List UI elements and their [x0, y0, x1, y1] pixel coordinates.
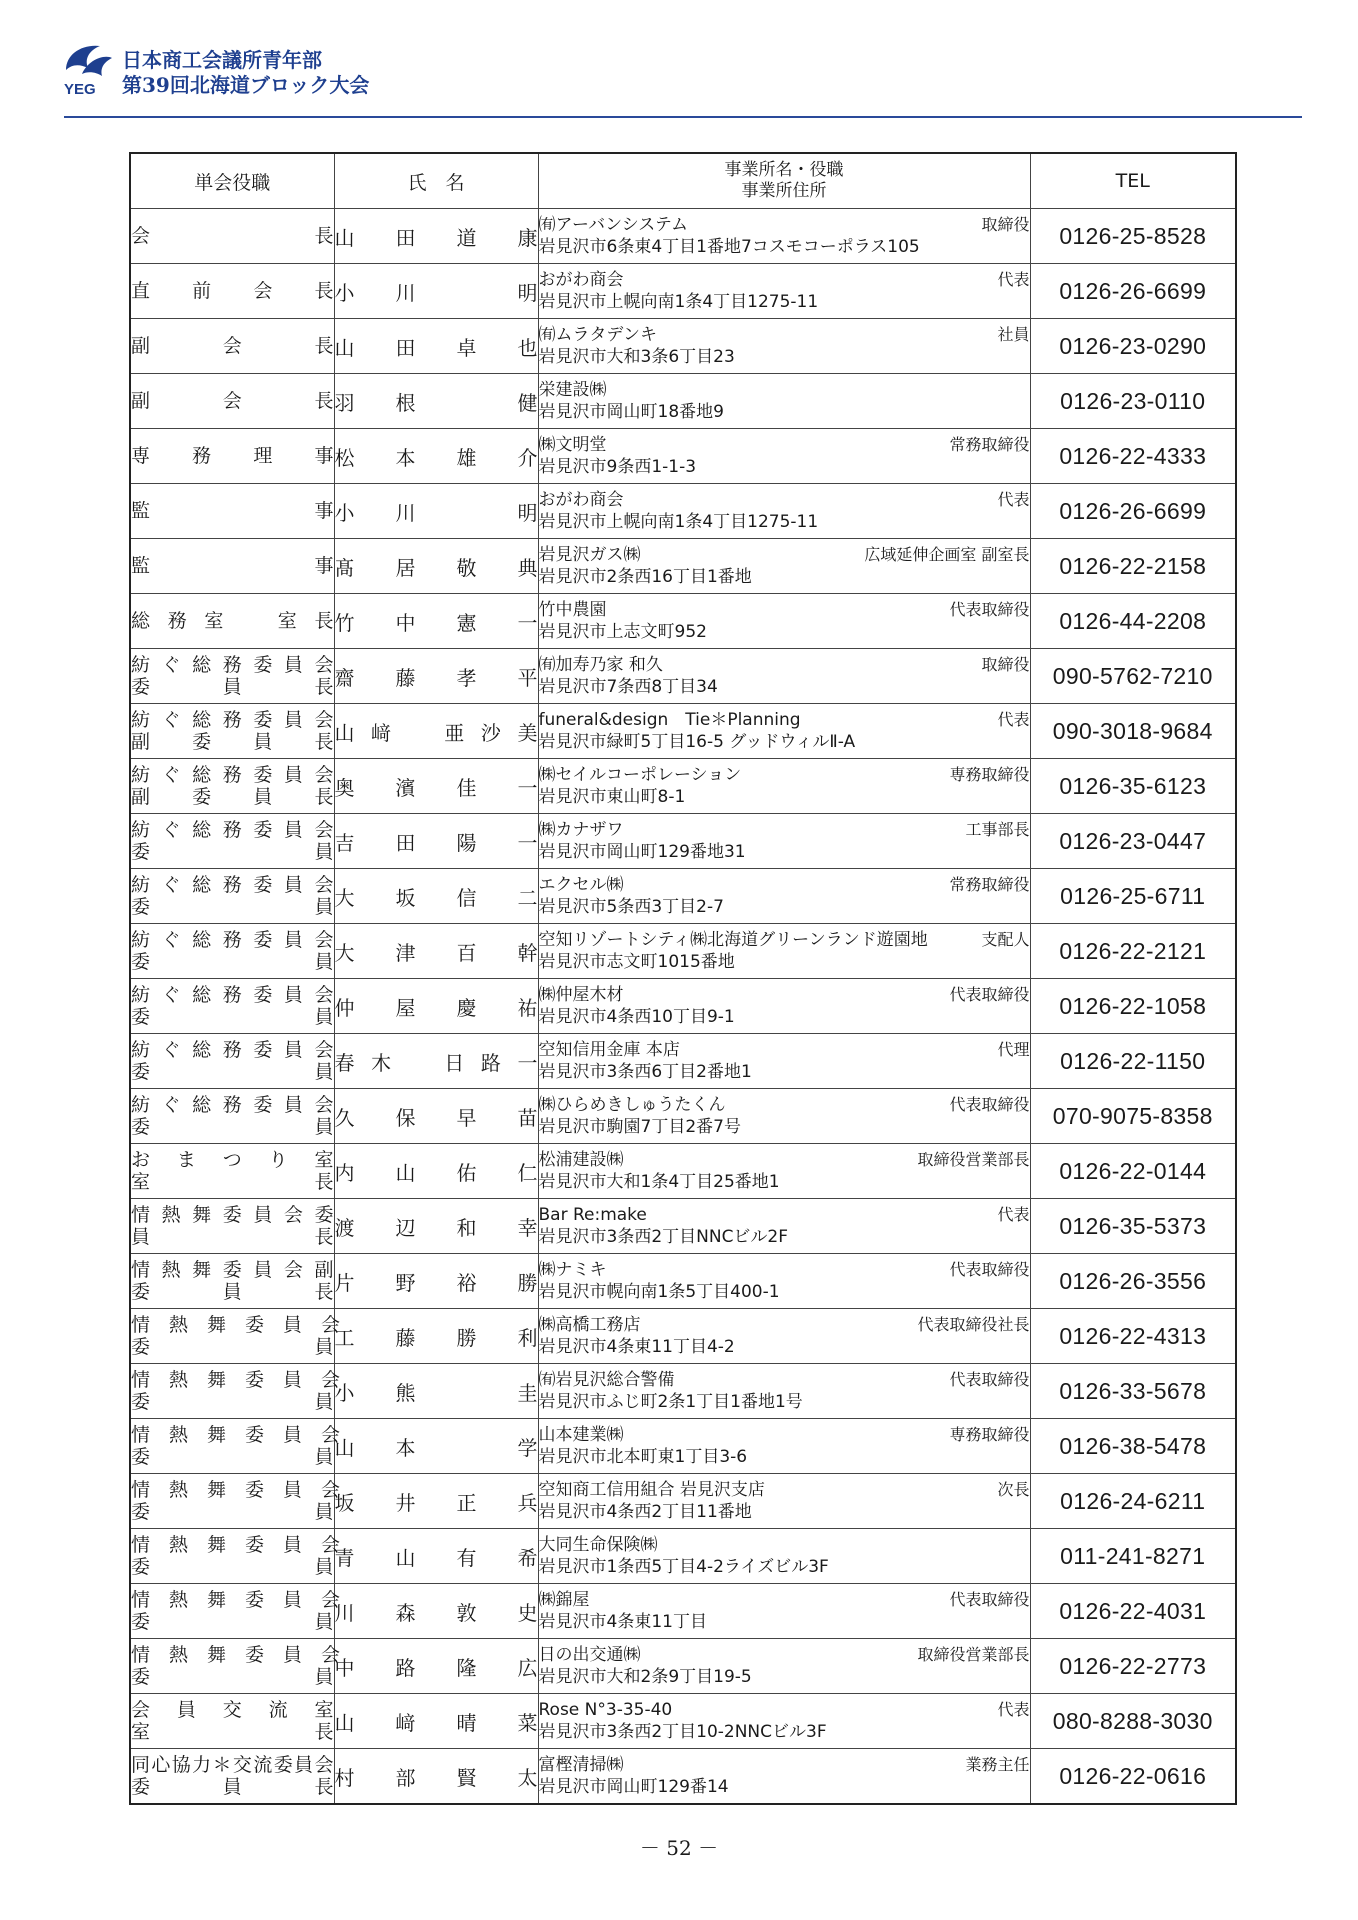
office-address: 岩見沢市緑町5丁目16-5 グッドウィルⅡ-A	[538, 732, 856, 752]
job-title: 代表取締役	[949, 600, 1030, 619]
phone-number: 0126-23-0290	[1030, 319, 1236, 374]
company-name: 竹中農園	[538, 600, 607, 620]
role-line-2: 委 員	[131, 1391, 334, 1413]
office-cell	[538, 1419, 1030, 1474]
member-name: 小川 明	[334, 484, 538, 539]
phone-number: 090-3018-9684	[1030, 704, 1236, 759]
role-line-2: 委 員	[131, 1116, 334, 1138]
phone-number: 0126-35-6123	[1030, 759, 1236, 814]
role-line-2: 委 員	[131, 1611, 334, 1633]
role-line-1: 情 熱 舞 委 員 会	[131, 1479, 341, 1501]
role-cell	[130, 1089, 334, 1144]
role-line-2: 委 員	[131, 1556, 334, 1578]
company-name: ㈱高橋工務店	[538, 1315, 641, 1335]
phone-number: 011-241-8271	[1030, 1529, 1236, 1584]
company-name: funeral&design Tie＊Planning	[538, 710, 801, 730]
table-row	[130, 1254, 1236, 1309]
table-row	[130, 1144, 1236, 1199]
office-cell	[538, 1694, 1030, 1749]
job-title: 代表取締役	[949, 1370, 1030, 1389]
phone-number: 0126-23-0110	[1030, 374, 1236, 429]
table-row	[130, 924, 1236, 979]
role-line-1: 副 会 長	[131, 335, 334, 357]
role-line-1: 情 熱 舞 委 員 会	[131, 1534, 341, 1556]
company-name: 空知リゾートシティ㈱北海道グリーンランド遊園地	[538, 930, 928, 950]
office-cell	[538, 374, 1030, 429]
member-name: 仲屋慶祐	[334, 979, 538, 1034]
role-line-2: 副 委 員 長	[131, 731, 334, 753]
office-address: 岩見沢市幌向南1条5丁目400-1	[538, 1282, 780, 1302]
job-title: 代表取締役	[949, 1590, 1030, 1609]
role-cell	[130, 1694, 334, 1749]
page-header	[60, 40, 1310, 110]
role-cell	[130, 704, 334, 759]
job-title: 代表	[997, 1700, 1030, 1719]
member-name: 青山有希	[334, 1529, 538, 1584]
phone-number: 0126-22-0616	[1030, 1749, 1236, 1805]
office-cell	[538, 924, 1030, 979]
role-line-1: 情 熱 舞 委 員 会	[131, 1589, 341, 1611]
table-row	[130, 1089, 1236, 1144]
office-address: 岩見沢市岡山町18番地9	[538, 402, 724, 422]
role-line-1: 情 熱 舞 委 員 会	[131, 1369, 341, 1391]
office-address: 岩見沢市2条西16丁目1番地	[538, 567, 752, 587]
table-row	[130, 1584, 1236, 1639]
table-row	[130, 1419, 1236, 1474]
role-line-1: 紡ぐ総務委員会	[131, 1094, 334, 1116]
member-name: 小川 明	[334, 264, 538, 319]
table-row	[130, 319, 1236, 374]
phone-number: 0126-25-6711	[1030, 869, 1236, 924]
office-cell	[538, 1309, 1030, 1364]
phone-number: 0126-22-1150	[1030, 1034, 1236, 1089]
office-cell	[538, 1034, 1030, 1089]
table-body	[130, 209, 1236, 1805]
company-name: Rose N°3-35-40	[538, 1700, 673, 1720]
role-line-2: 員 長	[131, 1226, 334, 1248]
member-name: 吉田陽一	[334, 814, 538, 869]
role-cell	[130, 1034, 334, 1089]
office-address: 岩見沢市東山町8-1	[538, 787, 686, 807]
phone-number: 0126-38-5478	[1030, 1419, 1236, 1474]
table-row	[130, 264, 1236, 319]
phone-number: 0126-22-4333	[1030, 429, 1236, 484]
header-name: 氏 名	[334, 153, 538, 209]
phone-number: 0126-22-4031	[1030, 1584, 1236, 1639]
company-name: ㈱カナザワ	[538, 820, 624, 840]
table-row	[130, 1529, 1236, 1584]
office-cell	[538, 1474, 1030, 1529]
job-title: 常務取締役	[949, 435, 1030, 454]
role-cell	[130, 649, 334, 704]
member-name: 山田卓也	[334, 319, 538, 374]
role-line-1: 会 員 交 流 室	[131, 1699, 334, 1721]
office-address: 岩見沢市志文町1015番地	[538, 952, 735, 972]
company-name: ㈱仲屋木材	[538, 985, 624, 1005]
office-cell	[538, 1364, 1030, 1419]
member-name: 春木 日路一	[334, 1034, 538, 1089]
role-line-1: 情 熱 舞 委 員 会	[131, 1314, 341, 1336]
org-line-1: 日本商工会議所青年部	[122, 48, 322, 72]
job-title: 専務取締役	[949, 1425, 1030, 1444]
role-line-1: 紡ぐ総務委員会	[131, 874, 334, 896]
office-cell	[538, 869, 1030, 924]
office-address: 岩見沢市岡山町129番地31	[538, 842, 746, 862]
office-address: 岩見沢市上志文町952	[538, 622, 707, 642]
role-line-1: 会 長	[131, 225, 334, 247]
job-title: 代表	[997, 710, 1030, 729]
office-address: 岩見沢市7条西8丁目34	[538, 677, 718, 697]
role-line-1: 監 事	[131, 555, 334, 577]
office-cell	[538, 264, 1030, 319]
role-cell	[130, 1254, 334, 1309]
table-row	[130, 484, 1236, 539]
role-cell	[130, 1584, 341, 1639]
company-name: Bar Re:make	[538, 1205, 647, 1225]
table-row	[130, 1694, 1236, 1749]
phone-number: 0126-25-8528	[1030, 209, 1236, 264]
job-title: 社員	[997, 325, 1030, 344]
office-address: 岩見沢市6条東4丁目1番地7コスモコーポラス105	[538, 237, 920, 257]
role-cell	[130, 1529, 341, 1584]
job-title: 取締役営業部長	[917, 1150, 1030, 1169]
table-row	[130, 209, 1236, 264]
job-title: 業務主任	[965, 1755, 1030, 1774]
phone-number: 0126-22-2773	[1030, 1639, 1236, 1694]
role-line-2: 室 長	[131, 1721, 334, 1743]
table-row	[130, 869, 1236, 924]
job-title: 代表取締役	[949, 985, 1030, 1004]
table-row	[130, 539, 1236, 594]
phone-number: 0126-24-6211	[1030, 1474, 1236, 1529]
office-address: 岩見沢市3条西2丁目10-2NNCビル3F	[538, 1722, 827, 1742]
phone-number: 0126-22-4313	[1030, 1309, 1236, 1364]
member-name: 大坂信二	[334, 869, 538, 924]
office-address: 岩見沢市岡山町129番14	[538, 1777, 729, 1797]
office-cell	[538, 1254, 1030, 1309]
table-row	[130, 649, 1236, 704]
table-row	[130, 814, 1236, 869]
office-cell	[538, 1584, 1030, 1639]
table-row	[130, 759, 1236, 814]
phone-number: 0126-26-6699	[1030, 484, 1236, 539]
company-name: おがわ商会	[538, 270, 624, 290]
role-line-2: 委 員	[131, 1006, 334, 1028]
member-name: 坂井正兵	[334, 1474, 538, 1529]
company-name: エクセル㈱	[538, 875, 624, 895]
company-name: ㈲岩見沢総合警備	[538, 1370, 675, 1390]
role-line-1: 紡ぐ総務委員会	[131, 929, 334, 951]
table-header-row	[130, 153, 1236, 209]
role-line-1: 情 熱 舞 委 員 会	[131, 1424, 341, 1446]
role-line-1: 紡ぐ総務委員会	[131, 764, 334, 786]
job-title: 取締役営業部長	[917, 1645, 1030, 1664]
table-row	[130, 1749, 1236, 1805]
member-name: 川森敦史	[334, 1584, 538, 1639]
role-cell	[130, 869, 334, 924]
office-address: 岩見沢市大和3条6丁目23	[538, 347, 735, 367]
office-address: 岩見沢市9条西1-1-3	[538, 457, 697, 477]
member-name: 羽根 健	[334, 374, 538, 429]
table-row	[130, 704, 1236, 759]
member-name: 山﨑晴菜	[334, 1694, 538, 1749]
member-name: 内山佑仁	[334, 1144, 538, 1199]
phone-number: 0126-22-0144	[1030, 1144, 1236, 1199]
role-cell	[130, 264, 334, 319]
member-name: 山本 学	[334, 1419, 538, 1474]
office-cell	[538, 1529, 1030, 1584]
job-title: 常務取締役	[949, 875, 1030, 894]
office-cell	[538, 759, 1030, 814]
table-row	[130, 429, 1236, 484]
company-name: 松浦建設㈱	[538, 1150, 624, 1170]
table-row	[130, 1309, 1236, 1364]
office-cell	[538, 484, 1030, 539]
table-row	[130, 1474, 1236, 1529]
yeg-logo	[60, 40, 116, 98]
role-cell	[130, 1309, 341, 1364]
role-cell	[130, 1749, 334, 1805]
office-cell	[538, 1749, 1030, 1805]
company-name: 富樫清掃㈱	[538, 1755, 624, 1775]
job-title: 代表	[997, 490, 1030, 509]
role-cell	[130, 814, 334, 869]
role-line-2: 委 員	[131, 896, 334, 918]
company-name: ㈲アーバンシステム	[538, 215, 689, 235]
role-cell	[130, 1199, 334, 1254]
member-name: 髙居敬典	[334, 539, 538, 594]
role-cell	[130, 429, 334, 484]
role-line-1: 副 会 長	[131, 390, 334, 412]
role-line-1: 紡ぐ総務委員会	[131, 984, 334, 1006]
role-line-1: 紡ぐ総務委員会	[131, 709, 334, 731]
logo-text: YEG	[64, 81, 96, 98]
job-title: 次長	[997, 1480, 1030, 1499]
role-cell	[130, 979, 334, 1034]
member-name: 久保早苗	[334, 1089, 538, 1144]
role-cell	[130, 1364, 341, 1419]
role-cell	[130, 1474, 341, 1529]
role-line-2: 委 員	[131, 1666, 334, 1688]
office-address: 岩見沢市4条東11丁目4-2	[538, 1337, 735, 1357]
office-cell	[538, 209, 1030, 264]
company-name: 空知信用金庫 本店	[538, 1040, 680, 1060]
role-line-2: 委 員 長	[131, 1281, 334, 1303]
role-line-2: 委 員	[131, 951, 334, 973]
member-name: 渡辺和幸	[334, 1199, 538, 1254]
role-line-1: 紡ぐ総務委員会	[131, 1039, 334, 1061]
office-cell	[538, 979, 1030, 1034]
table-row	[130, 594, 1236, 649]
header-office-line-1: 事業所名・役職	[724, 160, 844, 180]
role-cell	[130, 1639, 341, 1694]
job-title: 取締役	[981, 215, 1030, 234]
company-name: おがわ商会	[538, 490, 624, 510]
role-line-1: 同心協力＊交流委員会	[131, 1754, 334, 1776]
office-address: 岩見沢市1条西5丁目4-2ライズビル3F	[538, 1557, 829, 1577]
role-line-1: 情熱舞委員会委	[131, 1204, 334, 1226]
org-line-2: 第39回北海道ブロック大会	[122, 73, 370, 97]
role-line-2: 副 委 員 長	[131, 786, 334, 808]
member-roster-table	[129, 152, 1237, 1805]
organization-name	[122, 48, 369, 98]
page-number: － 52 －	[639, 1836, 719, 1860]
header-office-line-2: 事業所住所	[741, 181, 827, 201]
office-cell	[538, 814, 1030, 869]
office-address: 岩見沢市駒園7丁目2番7号	[538, 1117, 741, 1137]
role-line-2: 委 員	[131, 1061, 334, 1083]
office-address: 岩見沢市4条西10丁目9-1	[538, 1007, 735, 1027]
job-title: 代表取締役	[949, 1095, 1030, 1114]
office-address: 岩見沢市大和2条9丁目19-5	[538, 1667, 752, 1687]
job-title: 工事部長	[965, 820, 1030, 839]
role-cell	[130, 594, 334, 649]
office-address: 岩見沢市3条西6丁目2番地1	[538, 1062, 752, 1082]
phone-number: 080-8288-3030	[1030, 1694, 1236, 1749]
office-address: 岩見沢市上幌向南1条4丁目1275-11	[538, 292, 819, 312]
header-rule	[64, 116, 1302, 118]
role-cell	[130, 539, 334, 594]
office-cell	[538, 1144, 1030, 1199]
company-name: ㈱ひらめきしゅうたくん	[538, 1095, 726, 1115]
job-title: 代表取締役	[949, 1260, 1030, 1279]
role-line-1: 総務室 室長	[131, 610, 334, 632]
role-line-1: お ま つ り 室	[131, 1149, 334, 1171]
member-name: 小熊 圭	[334, 1364, 538, 1419]
phone-number: 0126-22-1058	[1030, 979, 1236, 1034]
table-row	[130, 979, 1236, 1034]
company-name: ㈲ムラタデンキ	[538, 325, 657, 345]
job-title: 専務取締役	[949, 765, 1030, 784]
office-address: 岩見沢市4条西2丁目11番地	[538, 1502, 752, 1522]
member-name: 村部賢太	[334, 1749, 538, 1805]
company-name: 山本建業㈱	[538, 1425, 624, 1445]
company-name: 栄建設㈱	[538, 380, 607, 400]
header-office	[538, 153, 1030, 209]
office-address: 岩見沢市ふじ町2条1丁目1番地1号	[538, 1392, 803, 1412]
role-cell	[130, 374, 334, 429]
company-name: 岩見沢ガス㈱	[538, 545, 641, 565]
phone-number: 0126-35-5373	[1030, 1199, 1236, 1254]
role-cell	[130, 209, 334, 264]
office-cell	[538, 539, 1030, 594]
member-name: 中路隆広	[334, 1639, 538, 1694]
phone-number: 0126-44-2208	[1030, 594, 1236, 649]
office-cell	[538, 319, 1030, 374]
office-address: 岩見沢市上幌向南1条4丁目1275-11	[538, 512, 819, 532]
phone-number: 0126-26-3556	[1030, 1254, 1236, 1309]
office-address: 岩見沢市4条東11丁目	[538, 1612, 707, 1632]
table-row	[130, 1034, 1236, 1089]
member-name: 工藤勝利	[334, 1309, 538, 1364]
job-title: 代表	[997, 1205, 1030, 1224]
job-title: 取締役	[981, 655, 1030, 674]
office-address: 岩見沢市北本町東1丁目3-6	[538, 1447, 748, 1467]
role-line-1: 監 事	[131, 500, 334, 522]
company-name: ㈲加寿乃家 和久	[538, 655, 663, 675]
office-address: 岩見沢市3条西2丁目NNCビル2F	[538, 1227, 789, 1247]
phone-number: 090-5762-7210	[1030, 649, 1236, 704]
table-row	[130, 374, 1236, 429]
company-name: 大同生命保険㈱	[538, 1535, 658, 1555]
role-cell	[130, 319, 334, 374]
role-line-1: 専 務 理 事	[131, 445, 334, 467]
member-name: 齋藤孝平	[334, 649, 538, 704]
role-line-1: 直 前 会 長	[131, 280, 334, 302]
member-name: 竹中憲一	[334, 594, 538, 649]
office-address: 岩見沢市大和1条4丁目25番地1	[538, 1172, 780, 1192]
company-name: ㈱ナミキ	[538, 1260, 607, 1280]
member-name: 片野裕勝	[334, 1254, 538, 1309]
phone-number: 070-9075-8358	[1030, 1089, 1236, 1144]
office-cell	[538, 649, 1030, 704]
header-tel: TEL	[1030, 153, 1236, 209]
member-name: 大津百幹	[334, 924, 538, 979]
role-cell	[130, 1144, 334, 1199]
company-name: 日の出交通㈱	[538, 1645, 641, 1665]
company-name: ㈱錦屋	[538, 1590, 590, 1610]
member-name: 松本雄介	[334, 429, 538, 484]
job-title: 代表	[997, 270, 1030, 289]
role-line-1: 紡ぐ総務委員会	[131, 819, 334, 841]
header-role: 単会役職	[130, 153, 334, 209]
role-line-2: 委 員	[131, 1446, 334, 1468]
job-title: 広域延伸企画室 副室長	[864, 545, 1030, 564]
job-title: 代理	[997, 1040, 1030, 1059]
member-name: 奥濱佳一	[334, 759, 538, 814]
role-line-1: 紡ぐ総務委員会	[131, 654, 334, 676]
role-line-2: 委 員 長	[131, 1776, 334, 1798]
office-cell	[538, 1199, 1030, 1254]
office-cell	[538, 429, 1030, 484]
office-cell	[538, 1089, 1030, 1144]
table-row	[130, 1639, 1236, 1694]
job-title: 代表取締役社長	[917, 1315, 1030, 1334]
role-line-2: 委 員 長	[131, 676, 334, 698]
office-address: 岩見沢市5条西3丁目2-7	[538, 897, 724, 917]
office-cell	[538, 594, 1030, 649]
company-name: ㈱文明堂	[538, 435, 607, 455]
table-row	[130, 1364, 1236, 1419]
member-name: 山田道康	[334, 209, 538, 264]
phone-number: 0126-22-2158	[1030, 539, 1236, 594]
role-line-1: 情 熱 舞 委 員 会	[131, 1644, 341, 1666]
company-name: ㈱セイルコーポレーション	[538, 765, 742, 785]
table-row	[130, 1199, 1236, 1254]
role-line-1: 情熱舞委員会副	[131, 1259, 334, 1281]
role-line-2: 委 員	[131, 841, 334, 863]
role-cell	[130, 1419, 341, 1474]
member-name: 山﨑 亜沙美	[334, 704, 538, 759]
phone-number: 0126-22-2121	[1030, 924, 1236, 979]
company-name: 空知商工信用組合 岩見沢支店	[538, 1480, 765, 1500]
role-line-2: 室 長	[131, 1171, 334, 1193]
role-line-2: 委 員	[131, 1501, 334, 1523]
role-cell	[130, 484, 334, 539]
phone-number: 0126-26-6699	[1030, 264, 1236, 319]
role-cell	[130, 924, 334, 979]
job-title: 支配人	[981, 930, 1030, 949]
office-cell	[538, 704, 1030, 759]
phone-number: 0126-33-5678	[1030, 1364, 1236, 1419]
phone-number: 0126-23-0447	[1030, 814, 1236, 869]
office-cell	[538, 1639, 1030, 1694]
role-cell	[130, 759, 334, 814]
role-line-2: 委 員	[131, 1336, 334, 1358]
